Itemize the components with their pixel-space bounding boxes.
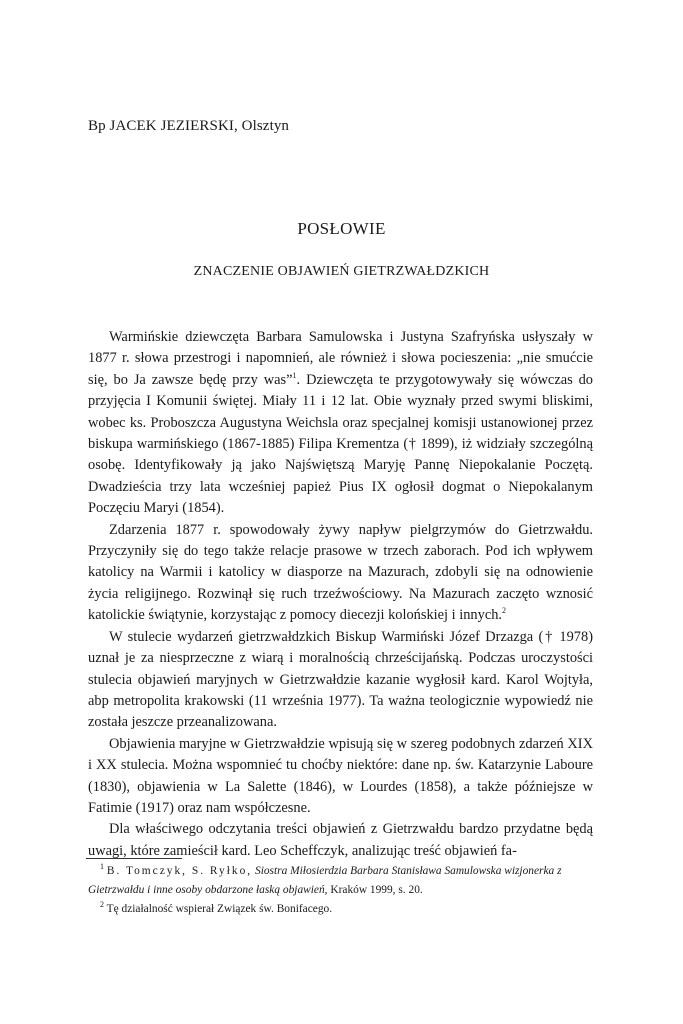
footnote-divider xyxy=(86,858,182,859)
body-text xyxy=(88,327,593,862)
paragraph-1-text: Warmińskie dziewczęta Barbara Samulowska i Justyna Szafryńska usłyszały w 1877 r. słowa przestrogi i napomnień, ale również i słowa pocieszenia: „nie smućcie się, bo Ja zawsze będę przy was” xyxy=(88,329,593,388)
article-title: POSŁOWIE xyxy=(297,219,386,238)
footnote-1-publication: Kraków 1999, s. 20. xyxy=(327,884,423,896)
footnote-1-authors: B. Tomczyk, S. Ryłko, xyxy=(106,865,253,877)
paragraph-1 xyxy=(88,327,593,520)
article-subtitle: ZNACZENIE OBJAWIEŃ GIETRZWAŁDZKICH xyxy=(193,264,490,279)
paragraph-3: W stulecie wydarzeń gietrzwałdzkich Biskup Warmiński Józef Drzazga († 1978) uznał je za niesprzeczne z wiarą i moralnością chrześcijańską. Podczas uroczystości stulecia objawień maryjnych w Gietrzwałdzie kazanie wygłosił kard. Karol Wojtyła, abp metropolita krakowski (11 września 1977). Ta ważna teologicznie wypowiedź nie została jeszcze przeanalizowana. xyxy=(88,628,593,731)
footnotes xyxy=(88,862,593,919)
footnote-2-text: Tę działalność wspierał Związek św. Bonifacego. xyxy=(106,903,333,915)
footnote-1-mark: 1 xyxy=(100,862,104,872)
footnote-2-mark: 2 xyxy=(100,900,104,910)
paragraph-5: Dla właściwego odczytania treści objawień z Gietrzwałdu bardzo przydatne będą uwagi, które zamieścił kard. Leo Scheffczyk, analizując treść objawień fa- xyxy=(88,821,593,859)
footnote-1-title: Siostra Miłosierdzia Barbara Stanisława Samulowska wizjonerka z Gietrzwałdu i inne osoby obdarzone łaską objawień, xyxy=(88,865,562,896)
paragraph-2 xyxy=(88,520,593,627)
footnote-1 xyxy=(88,862,593,900)
paragraph-4: Objawienia maryjne w Gietrzwałdzie wpisują się w szereg podobnych zdarzeń XIX i XX stulecia. Można wspomnieć tu choćby niektóre: dane np. św. Katarzynie Laboure (1830), objawienia w La Salette (1846), w Lourdes (1858), a także późniejsze w Fatimie (1917) oraz nam współczesne. xyxy=(88,735,593,816)
paragraph-2-text: Zdarzenia 1877 r. spowodowały żywy napływ pielgrzymów do Gietrzwałdu. Przyczyniły się do tego także relacje prasowe w trzech zaborach. Pod ich wpływem katolicy na Warmii i katolicy w diasporze na Mazurach, zdobyli się na odnowienie życia religijnego. Rozwinął się ruch trzeźwościowy. Na Mazurach zaczęto wznosić katolickie świątynie, korzystając z pomocy diecezji kolońskiej i innych. xyxy=(88,521,593,624)
footnote-2 xyxy=(88,900,593,919)
footnote-ref-1: 1 xyxy=(292,371,297,381)
author-line: Bp JACEK JEZIERSKI, Olsztyn xyxy=(88,118,290,134)
footnote-ref-2: 2 xyxy=(502,606,507,616)
paragraph-1-continued: . Dziewczęta te przygotowywały się wówczas do przyjęcia I Komunii świętej. Miały 11 i 12 lat. Obie wyznały przed swymi bliskimi, wobec ks. Proboszcza Augustyna Weichsla oraz specjalnej komisji ustanowionej przez biskupa warmińskiego (1867-1885) Filipa Krementza († 1899), iż widziały szczególną osobę. Identyfikowały ją jako Najświętszą Maryję Pannę Niepokalanie Poczętą. Dwadzieścia trzy lata wcześniej papież Pius IX ogłosił dogmat o Niepokalanym Poczęciu Maryi (1854). xyxy=(88,371,593,517)
